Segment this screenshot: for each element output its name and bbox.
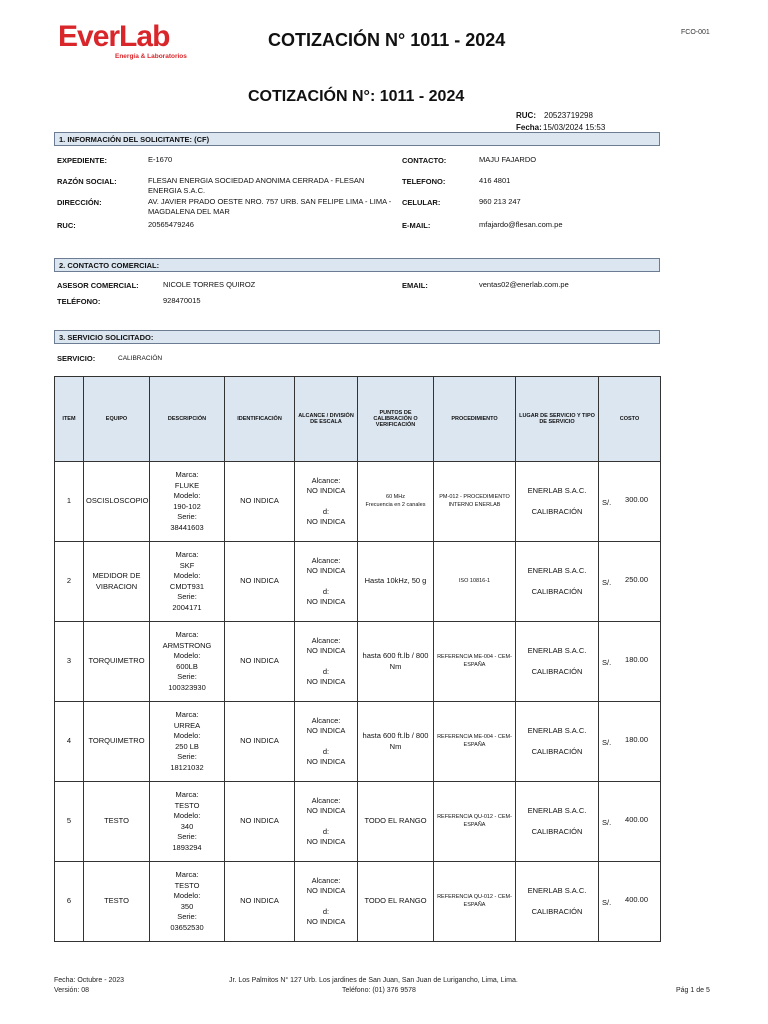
descripcion-line: Marca:	[175, 870, 199, 879]
lugar-line	[518, 497, 596, 507]
section-commercial-header: 2. CONTACTO COMERCIAL:	[54, 258, 660, 272]
table-row	[55, 702, 661, 782]
alcance-line: d:	[322, 746, 330, 756]
currency-symbol: S/.	[602, 578, 612, 587]
lugar-cell	[516, 862, 599, 942]
procedimiento-line: ISO 10816-1	[458, 577, 491, 584]
procedimiento-line: REFERENCIA ME-004 - CEM-	[437, 653, 512, 660]
alcance-cell	[295, 542, 358, 622]
alcance-line: Alcance:	[311, 635, 341, 645]
lugar-cell	[516, 462, 599, 542]
date-value: 15/03/2024 15:53	[543, 123, 606, 132]
descripcion-line: URREA	[173, 720, 201, 730]
lugar-line: ENERLAB S.A.C.	[527, 566, 587, 575]
puntos-line: Nm	[389, 741, 402, 751]
identificacion-cell: NO INDICA	[225, 862, 295, 942]
lugar-line: CALIBRACIÓN	[531, 666, 583, 676]
puntos-cell	[358, 702, 434, 782]
descripcion-line: 1893294	[172, 842, 202, 852]
costo-cell	[599, 702, 661, 782]
costo-cell	[599, 622, 661, 702]
alcance-line: Alcance:	[311, 875, 341, 885]
currency-symbol: S/.	[602, 818, 612, 827]
alcance-line: Alcance:	[311, 555, 341, 565]
table-header-row	[55, 377, 661, 462]
cost-amount: 180.00	[625, 655, 648, 664]
alcance-cell	[295, 782, 358, 862]
cost-amount: 250.00	[625, 575, 648, 584]
descripcion-line: 03652530	[170, 922, 204, 932]
procedimiento-cell	[434, 542, 516, 622]
company-logo	[58, 20, 169, 54]
footer-phone: Teléfono: (01) 376 9578	[342, 987, 416, 994]
table-row	[55, 542, 661, 622]
alcance-line	[297, 577, 355, 587]
descripcion-line: 38441603	[170, 522, 204, 532]
section-service-header: 3. SERVICIO SOLICITADO:	[54, 330, 660, 344]
puntos-cell	[358, 542, 434, 622]
procedimiento-line: ESPAÑA	[463, 901, 486, 908]
costo-cell	[599, 862, 661, 942]
table-row	[55, 462, 661, 542]
procedimiento-cell	[434, 622, 516, 702]
currency-symbol: S/.	[602, 898, 612, 907]
descripcion-line: 100323930	[168, 682, 206, 692]
alcance-line: NO INDICA	[306, 566, 346, 575]
descripcion-line: TESTO	[174, 800, 200, 810]
footer-address: Jr. Los Palmitos N° 127 Urb. Los jardines de San Juan, San Juan de Lurigancho, Lima, Lima.	[229, 977, 518, 984]
cost-amount: 300.00	[625, 495, 648, 504]
ruc-value: 20523719298	[544, 111, 593, 120]
identificacion-cell: NO INDICA	[225, 702, 295, 782]
table-row	[55, 862, 661, 942]
descripcion-line: Modelo:	[173, 731, 201, 740]
descripcion-line: Modelo:	[173, 891, 201, 900]
puntos-line: 60 MHz	[386, 493, 405, 500]
descripcion-line: 350	[180, 901, 194, 911]
descripcion-cell	[150, 862, 225, 942]
email-asesor-label: EMAIL:	[402, 281, 428, 290]
lugar-line: CALIBRACIÓN	[531, 906, 583, 916]
lugar-cell	[516, 702, 599, 782]
footer-date: Fecha: Octubre - 2023	[54, 977, 125, 984]
descripcion-line: Serie:	[177, 832, 197, 841]
email-value: mfajardo@flesan.com.pe	[479, 220, 563, 229]
alcance-line: d:	[322, 586, 330, 596]
quote-title: COTIZACIÓN N°: 1011 - 2024	[248, 88, 465, 105]
procedimiento-line: REFERENCIA QU-012 - CEM-	[437, 893, 512, 900]
alcance-cell	[295, 702, 358, 782]
lugar-line: ENERLAB S.A.C.	[527, 486, 587, 495]
procedimiento-line: ESPAÑA	[463, 661, 486, 668]
alcance-line: NO INDICA	[306, 597, 346, 606]
identificacion-cell: NO INDICA	[225, 542, 295, 622]
puntos-line: Hasta 10kHz, 50 g	[364, 576, 427, 586]
descripcion-line: Modelo:	[173, 491, 201, 500]
item-number: 2	[55, 542, 84, 622]
alcance-line	[297, 897, 355, 907]
alcance-line: NO INDICA	[306, 886, 346, 895]
alcance-line: NO INDICA	[306, 917, 346, 926]
descripcion-line: Modelo:	[173, 571, 201, 580]
direccion-label: DIRECCIÓN:	[57, 198, 102, 207]
lugar-line	[518, 817, 596, 827]
alcance-line: NO INDICA	[306, 806, 346, 815]
procedimiento-cell	[434, 702, 516, 782]
alcance-line: NO INDICA	[306, 837, 346, 846]
item-number: 1	[55, 462, 84, 542]
table-row	[55, 782, 661, 862]
descripcion-line: 250 LB	[175, 741, 199, 751]
procedimiento-line: ESPAÑA	[463, 741, 486, 748]
procedimiento-line: REFERENCIA QU-012 - CEM-	[437, 813, 512, 820]
descripcion-line: Marca:	[175, 630, 199, 639]
col-item: ITEM	[55, 377, 84, 462]
puntos-line: hasta 600 ft.lb / 800	[362, 731, 429, 740]
costo-cell	[599, 542, 661, 622]
lugar-cell	[516, 542, 599, 622]
alcance-cell	[295, 462, 358, 542]
alcance-line: Alcance:	[311, 475, 341, 485]
descripcion-line: SKF	[179, 560, 195, 570]
currency-symbol: S/.	[602, 498, 612, 507]
equipo-cell: MEDIDOR DE VIBRACION	[84, 542, 150, 622]
alcance-line: Alcance:	[311, 715, 341, 725]
costo-cell	[599, 462, 661, 542]
equipo-cell: TORQUIMETRO	[84, 702, 150, 782]
telefono-asesor-label: TELÉFONO:	[57, 297, 101, 306]
servicio-value: CALIBRACIÓN	[118, 355, 163, 362]
procedimiento-cell	[434, 782, 516, 862]
header-title: COTIZACIÓN N° 1011 - 2024	[268, 30, 506, 50]
lugar-line: CALIBRACIÓN	[531, 506, 583, 516]
descripcion-line: 600LB	[176, 661, 198, 671]
razon-social-label: RAZÓN SOCIAL:	[57, 177, 117, 186]
procedimiento-cell	[434, 462, 516, 542]
lugar-line: ENERLAB S.A.C.	[527, 646, 587, 655]
direccion-value: AV. JAVIER PRADO OESTE NRO. 757 URB. SAN FELIPE LIMA - LIMA - MAGDALENA DEL MAR	[148, 197, 392, 216]
celular-label: CELULAR:	[402, 198, 441, 207]
descripcion-cell	[150, 702, 225, 782]
descripcion-line: Marca:	[175, 710, 199, 719]
item-number: 5	[55, 782, 84, 862]
col-puntos: PUNTOS DE CALIBRACIÓN O VERIFICACIÓN	[358, 377, 434, 462]
logo-text: EverLab	[58, 20, 170, 53]
email-asesor-value: ventas02@enerlab.com.pe	[479, 280, 569, 289]
email-label: E-MAIL:	[402, 221, 431, 230]
descripcion-line: Serie:	[177, 672, 197, 681]
ruc-client-value: 20565479246	[148, 220, 194, 229]
cost-amount: 180.00	[625, 735, 648, 744]
procedimiento-cell	[434, 862, 516, 942]
date-label: Fecha:	[516, 123, 542, 132]
alcance-line: NO INDICA	[306, 517, 346, 526]
col-procedimiento: PROCEDIMIENTO	[434, 377, 516, 462]
descripcion-line: FLUKE	[174, 480, 200, 490]
telefono-asesor-value: 928470015	[163, 296, 201, 305]
procedimiento-line: ESPAÑA	[463, 821, 486, 828]
puntos-cell	[358, 462, 434, 542]
alcance-line: Alcance:	[311, 795, 341, 805]
cost-amount: 400.00	[625, 815, 648, 824]
descripcion-cell	[150, 542, 225, 622]
ruc-label: RUC:	[516, 111, 536, 120]
currency-symbol: S/.	[602, 738, 612, 747]
lugar-line: ENERLAB S.A.C.	[527, 726, 587, 735]
equipo-cell: TESTO	[84, 782, 150, 862]
descripcion-line: 18121032	[170, 762, 204, 772]
equipo-cell: TORQUIMETRO	[84, 622, 150, 702]
alcance-line: d:	[322, 906, 330, 916]
lugar-line	[518, 897, 596, 907]
lugar-line: ENERLAB S.A.C.	[527, 886, 587, 895]
lugar-cell	[516, 622, 599, 702]
lugar-line: ENERLAB S.A.C.	[527, 806, 587, 815]
procedimiento-line: REFERENCIA ME-004 - CEM-	[437, 733, 512, 740]
item-number: 3	[55, 622, 84, 702]
identificacion-cell: NO INDICA	[225, 622, 295, 702]
cost-amount: 400.00	[625, 895, 648, 904]
alcance-line: NO INDICA	[306, 677, 346, 686]
puntos-cell	[358, 622, 434, 702]
costo-cell	[599, 782, 661, 862]
section-applicant-header: 1. INFORMACIÓN DEL SOLICITANTE: (CF)	[54, 132, 660, 146]
descripcion-line: Serie:	[177, 912, 197, 921]
alcance-line: NO INDICA	[306, 646, 346, 655]
logo-subtitle: Energía & Laboratorios	[115, 53, 187, 60]
puntos-line: TODO EL RANGO	[364, 816, 427, 826]
lugar-line	[518, 657, 596, 667]
contacto-label: CONTACTO:	[402, 156, 447, 165]
table-row	[55, 622, 661, 702]
contacto-value: MAJU FAJARDO	[479, 155, 537, 164]
items-table	[54, 376, 661, 942]
lugar-cell	[516, 782, 599, 862]
descripcion-line: Serie:	[177, 592, 197, 601]
alcance-line	[297, 737, 355, 747]
descripcion-line: 190-102	[173, 501, 201, 511]
alcance-line: d:	[322, 666, 330, 676]
descripcion-line: Modelo:	[173, 651, 201, 660]
alcance-line: NO INDICA	[306, 726, 346, 735]
equipo-cell: OSCISLOSCOPIO	[84, 462, 150, 542]
item-number: 4	[55, 702, 84, 782]
descripcion-cell	[150, 782, 225, 862]
descripcion-line: Marca:	[175, 550, 199, 559]
descripcion-line: Marca:	[175, 790, 199, 799]
celular-value: 960 213 247	[479, 197, 521, 206]
alcance-cell	[295, 622, 358, 702]
servicio-label: SERVICIO:	[57, 354, 96, 363]
descripcion-line: 340	[180, 821, 194, 831]
lugar-line: CALIBRACIÓN	[531, 746, 583, 756]
footer-page: Pág 1 de 5	[676, 987, 710, 994]
col-identificacion: IDENTIFICACIÓN	[225, 377, 295, 462]
alcance-line: d:	[322, 826, 330, 836]
puntos-line: TODO EL RANGO	[364, 896, 427, 906]
alcance-line: NO INDICA	[306, 757, 346, 766]
procedimiento-line: INTERNO ENERLAB	[448, 501, 501, 508]
alcance-line	[297, 817, 355, 827]
alcance-line: d:	[322, 506, 330, 516]
descripcion-line: TESTO	[174, 880, 200, 890]
expediente-label: EXPEDIENTE:	[57, 156, 108, 165]
descripcion-line: Modelo:	[173, 811, 201, 820]
col-lugar: LUGAR DE SERVICIO Y TIPO DE SERVICIO	[516, 377, 599, 462]
procedimiento-line: PM-012 - PROCEDIMIENTO	[439, 493, 510, 500]
lugar-line	[518, 737, 596, 747]
currency-symbol: S/.	[602, 658, 612, 667]
telefono-value: 416 4801	[479, 176, 511, 185]
ruc-client-label: RUC:	[57, 221, 76, 230]
col-descripcion: DESCRIPCIÓN	[150, 377, 225, 462]
asesor-value: NICOLE TORRES QUIROZ	[163, 280, 256, 289]
col-equipo: EQUIPO	[84, 377, 150, 462]
expediente-value: E-1670	[148, 155, 173, 164]
descripcion-line: Serie:	[177, 752, 197, 761]
lugar-line: CALIBRACIÓN	[531, 826, 583, 836]
identificacion-cell: NO INDICA	[225, 782, 295, 862]
identificacion-cell: NO INDICA	[225, 462, 295, 542]
descripcion-line: Serie:	[177, 512, 197, 521]
equipo-cell: TESTO	[84, 862, 150, 942]
descripcion-line: ARMSTRONG	[162, 640, 212, 650]
descripcion-line: Marca:	[175, 470, 199, 479]
razon-social-value: FLESAN ENERGIA SOCIEDAD ANONIMA CERRADA - FLESAN ENERGIA S.A.C.	[148, 176, 365, 195]
puntos-cell	[358, 862, 434, 942]
descripcion-cell	[150, 462, 225, 542]
footer-version: Versión: 08	[54, 987, 90, 994]
alcance-cell	[295, 862, 358, 942]
col-alcance: ALCANCE / DIVISIÓN DE ESCALA	[295, 377, 358, 462]
form-code: FCO-001	[681, 29, 710, 36]
descripcion-line: 2004171	[172, 602, 202, 612]
item-number: 6	[55, 862, 84, 942]
asesor-label: ASESOR COMERCIAL:	[57, 281, 139, 290]
lugar-line: CALIBRACIÓN	[531, 586, 583, 596]
col-costo: COSTO	[599, 377, 661, 462]
puntos-cell	[358, 782, 434, 862]
lugar-line	[518, 577, 596, 587]
alcance-line	[297, 497, 355, 507]
alcance-line: NO INDICA	[306, 486, 346, 495]
telefono-label: TELEFONO:	[402, 177, 446, 186]
descripcion-cell	[150, 622, 225, 702]
descripcion-line: CMDT931	[169, 581, 205, 591]
puntos-line: Frecuencia en 2 canales	[365, 501, 426, 508]
puntos-line: Nm	[389, 661, 402, 671]
alcance-line	[297, 657, 355, 667]
puntos-line: hasta 600 ft.lb / 800	[362, 651, 429, 660]
